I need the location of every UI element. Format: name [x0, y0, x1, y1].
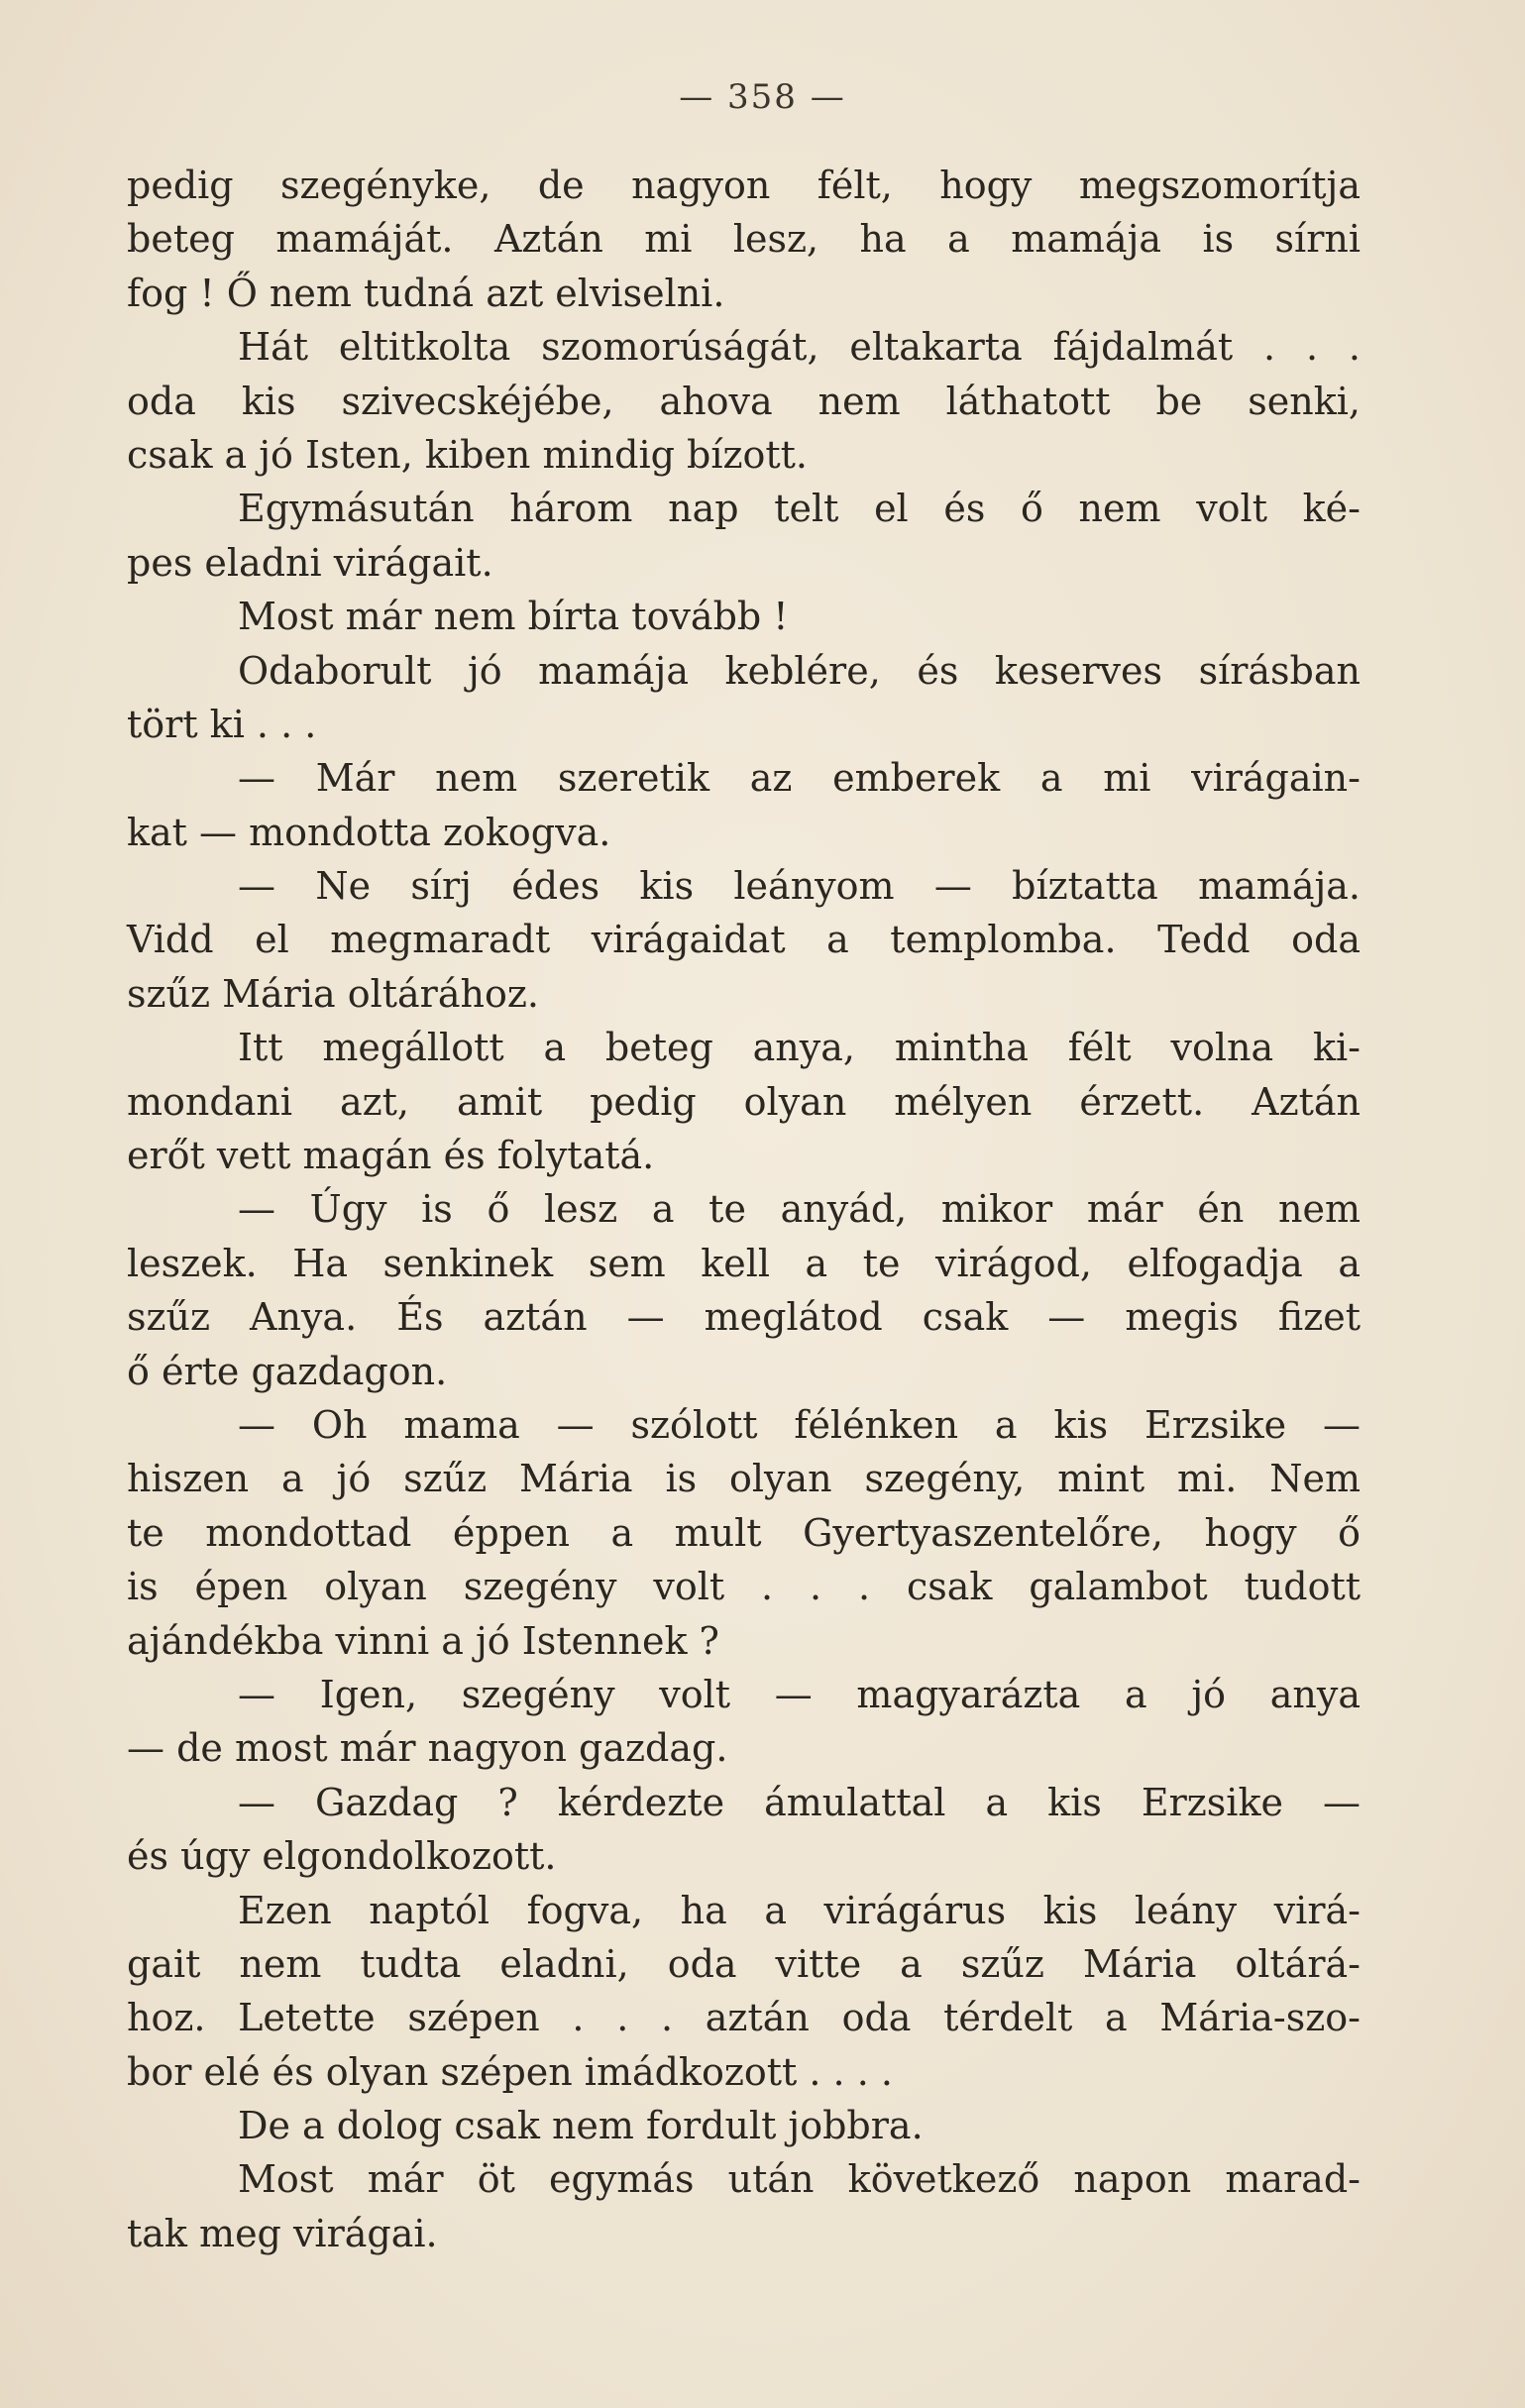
text-line: Most már öt egymás után következő napon marad- [238, 2157, 1361, 2202]
text-line: bor elé és olyan szépen imádkozott . . . . [127, 2049, 893, 2094]
text-line: ő érte gazdagon. [127, 1349, 448, 1393]
text-line: csak a jó Isten, kiben mindig bízott. [127, 432, 809, 477]
text-line: mondani azt, amit pedig olyan mélyen érzett. Aztán [127, 1079, 1361, 1124]
text-line: — Ne sírj édes kis leányom — bíztatta mamája. [238, 864, 1361, 909]
text-line: Egymásután három nap telt el és ő nem volt ké- [238, 487, 1361, 531]
text-line: Hát eltitkolta szomorúságát, eltakarta fájdalmát . . . [238, 325, 1361, 370]
text-line: — Igen, szegény volt — magyarázta a jó anya [238, 1672, 1361, 1716]
body-text [127, 159, 1361, 2260]
text-line: Ezen naptól fogva, ha a virágárus kis leány virá- [238, 1888, 1361, 1932]
text-line: hoz. Letette szépen . . . aztán oda térdelt a Mária-szo- [127, 1996, 1361, 2040]
text-line: — Úgy is ő lesz a te anyád, mikor már én nem [238, 1187, 1361, 1232]
page-number: — 358 — [679, 77, 846, 117]
text-line: Vidd el megmaradt virágaidat a templomba. Tedd oda [127, 918, 1361, 962]
text-line: erőt vett magán és folytatá. [127, 1134, 655, 1178]
text-line: hiszen a jó szűz Mária is olyan szegény, mint mi. Nem [127, 1457, 1361, 1501]
text-line: szűz Anya. És aztán — meglátod csak — megis fizet [127, 1295, 1361, 1340]
text-line: Itt megállott a beteg anya, mintha félt volna ki- [238, 1026, 1361, 1070]
text-line: is épen olyan szegény volt . . . csak galambot tudott [127, 1565, 1361, 1609]
text-line: pedig szegényke, de nagyon félt, hogy megszomorítja [127, 164, 1361, 207]
text-line: és úgy elgondolkozott. [127, 1834, 557, 1879]
text-line: — Gazdag ? kérdezte ámulattal a kis Erzsike — [238, 1780, 1361, 1824]
text-line: Odaborult jó mamája keblére, és keserves sírásban [238, 648, 1361, 693]
text-line: beteg mamáját. Aztán mi lesz, ha a mamája is sírni [127, 217, 1361, 262]
text-line: te mondottad éppen a mult Gyertyaszentelőre, hogy ő [127, 1510, 1361, 1555]
text-line: Most már nem bírta tovább ! [238, 595, 789, 639]
text-line: oda kis szivecskéjébe, ahova nem láthatott be senki, [127, 379, 1361, 423]
text-line: gait nem tudta eladni, oda vitte a szűz Mária oltárá- [127, 1941, 1361, 1986]
text-line: — Oh mama — szólott félénken a kis Erzsike — [238, 1402, 1361, 1447]
text-line: fog ! Ő nem tudná azt elviselni. [127, 271, 725, 315]
text-line: ajándékba vinni a jó Istennek ? [127, 1618, 719, 1663]
text-line: De a dolog csak nem fordult jobbra. [238, 2104, 924, 2148]
text-line: — Már nem szeretik az emberek a mi virágain- [238, 756, 1361, 801]
text-line: szűz Mária oltárához. [127, 971, 539, 1016]
text-line: — de most már nagyon gazdag. [127, 1726, 728, 1771]
text-line: tak meg virágai. [127, 2211, 438, 2255]
text-line: pes eladni virágait. [127, 540, 493, 585]
text-line: tört ki . . . [127, 702, 317, 746]
text-line: kat — mondotta zokogva. [127, 810, 611, 854]
text-line: leszek. Ha senkinek sem kell a te virágod, elfogadja a [127, 1241, 1361, 1285]
